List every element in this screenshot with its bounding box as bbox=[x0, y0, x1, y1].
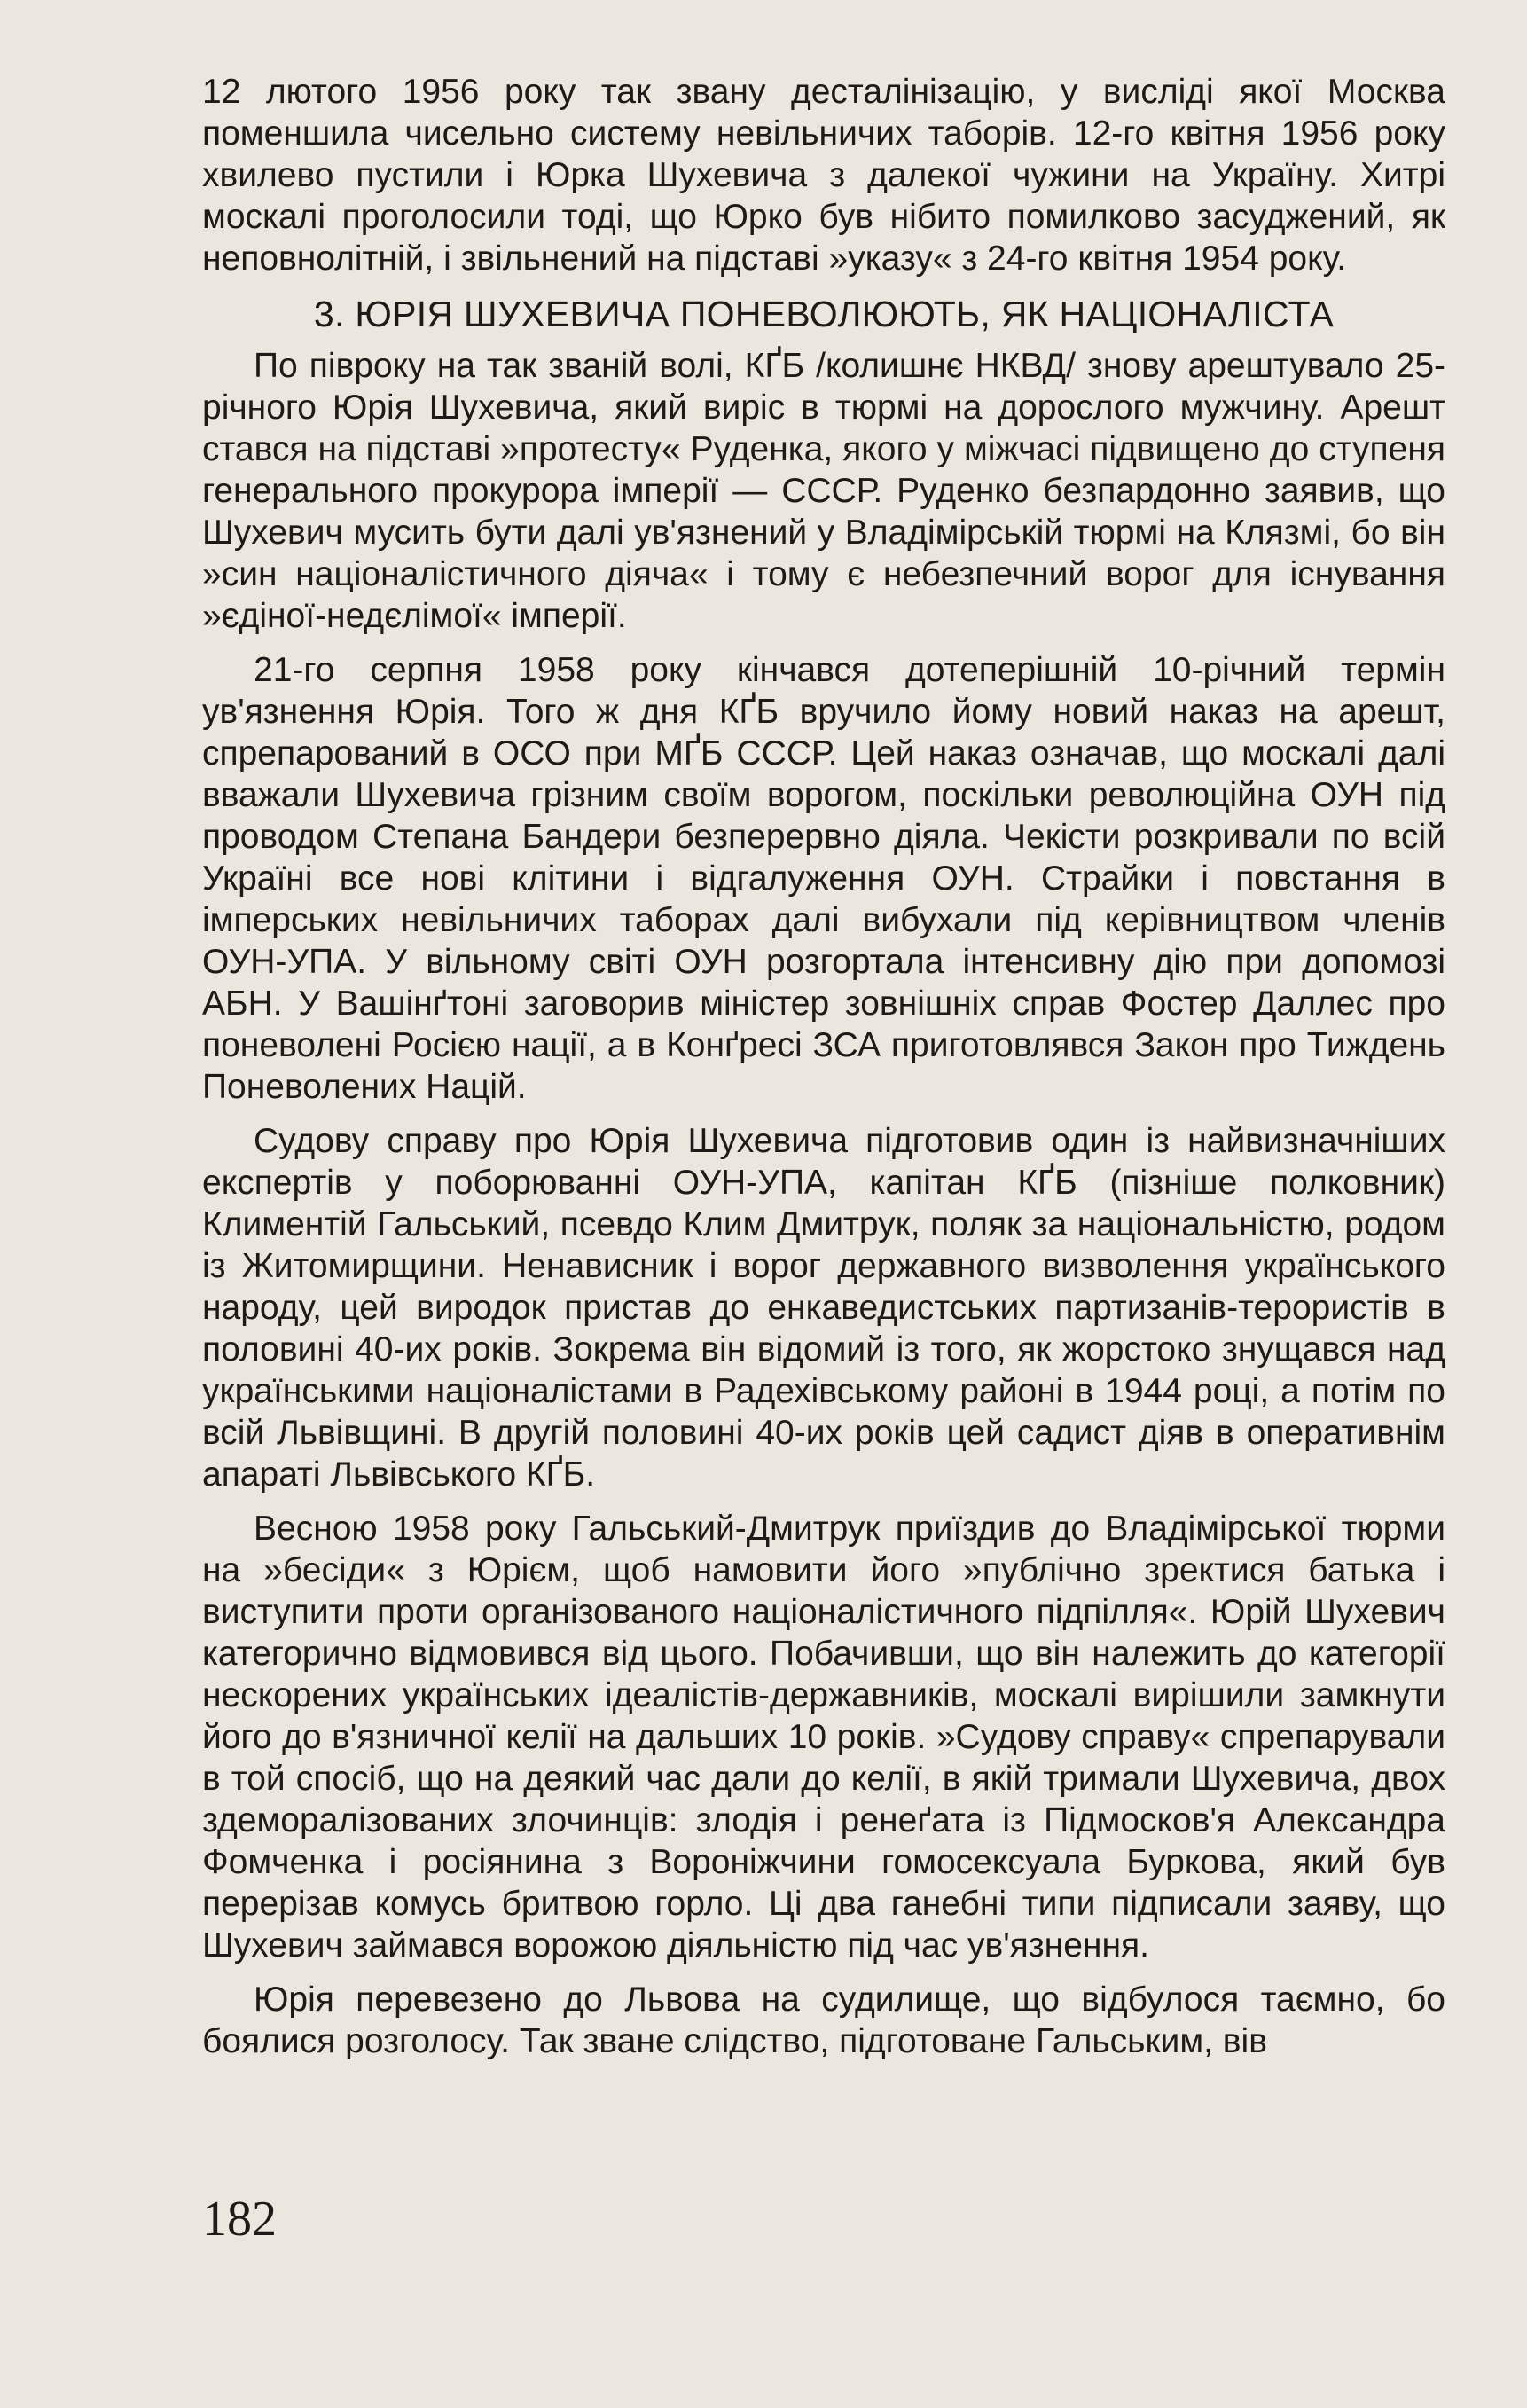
paragraph-6: Юрія перевезено до Львова на судилище, що відбулося таємно, бо боялися розголосу. Так зване слідство, підготоване Гальським, вів bbox=[202, 1981, 1445, 2060]
paragraph-1: 12 лютого 1956 року так звану десталінізацію, у висліді якої Москва поменшила чисельно систему невільничих таборів. 12-го квітня 1956 року хвилево пустили і Юрка Шухевича з далекої чужини на Україну. Хитрі москалі проголосили тоді, що Юрко був нібито помилково засуджений, як неповнолітній, і звільнений на підставі »указу« з 24-го квітня 1954 року. bbox=[202, 73, 1445, 278]
paragraph-3: 21-го серпня 1958 року кінчався дотеперішній 10-річний термін ув'язнення Юрія. Того ж дня КҐБ вручило йому новий наказ на арешт, спрепарований в ОСО при МҐБ СССР. Цей наказ означав, що москалі далі вважали Шухевича грізним своїм ворогом, поскільки революційна ОУН під проводом Степана Бандери безперервно діяла. Чекісти розкривали по всій Україні все нові клітини і відгалуження ОУН. Страйки і повстання в імперських невільничих таборах далі вибухали під керівництвом членів ОУН-УПА. У вільному світі ОУН розгортала інтенсивну дію при допомозі АБН. У Вашінґтоні заговорив міністер зовнішніх справ Фостер Даллес про поневолені Росією нації, а в Конґресі ЗСА приготовлявся Закон про Тиждень Поневолених Націй. bbox=[202, 651, 1445, 1106]
paragraph-2: По півроку на так званій волі, КҐБ /колишнє НКВД/ знову арештувало 25-річного Юрія Шухевича, який виріс в тюрмі на дорослого мужчину. Арешт стався на підставі »протесту« Руденка, якого у міжчасі підвищено до ступеня генерального прокурора імперії — СССР. Руденко безпардонно заявив, що Шухевич мусить бути далі ув'язнений у Владімірській тюрмі на Клязмі, бо він »син націоналістичного діяча« і тому є небезпечний ворог для існування »єдіної-недєлімої« імперії. bbox=[202, 347, 1445, 635]
paragraph-4: Судову справу про Юрія Шухевича підготовив один із найвизначніших експертів у поборюванні ОУН-УПА, капітан КҐБ (пізніше полковник) Климентій Гальський, псевдо Клим Дмитрук, поляк за національністю, родом із Житомирщини. Ненависник і ворог державного визволення українського народу, цей виродок пристав до енкаведистських партизанів-терористів в половині 40-их років. Зокрема він відомий із того, як жорстоко знущався над українськими націоналістами в Радехівському районі в 1944 році, а потім по всій Львівщині. В другій половині 40-их років цей садист діяв в оперативнім апараті Львівського КҐБ. bbox=[202, 1122, 1445, 1494]
page-number: 182 bbox=[202, 2192, 277, 2247]
paragraph-5: Весною 1958 року Гальський-Дмитрук приїздив до Владімірської тюрми на »бесіди« з Юрієм, щоб намовити його »публічно зректися батька і виступити проти організованого націоналістичного підпілля«. Юрій Шухевич категорично відмовився від цього. Побачивши, що він належить до категорії нескорених українських ідеалістів-державників, москалі вирішили замкнути його до в'язничної келії на дальших 10 років. »Судову справу« спрепарували в той спосіб, що на деякий час дали до келії, в якій тримали Шухевича, двох здеморалізованих злочинців: злодія і ренеґата із Підмосков'я Александра Фомченка і росіянина з Вороніжчини гомосексуала Буркова, який був перерізав комусь бритвою горло. Ці два ганебні типи підписали заяву, що Шухевич займався ворожою діяльністю під час ув'язнення. bbox=[202, 1510, 1445, 1965]
page-text bbox=[202, 71, 1445, 2075]
section-heading: 3. ЮРІЯ ШУХЕВИЧА ПОНЕВОЛЮЮТЬ, ЯК НАЦІОНАЛІСТА bbox=[313, 294, 1335, 334]
